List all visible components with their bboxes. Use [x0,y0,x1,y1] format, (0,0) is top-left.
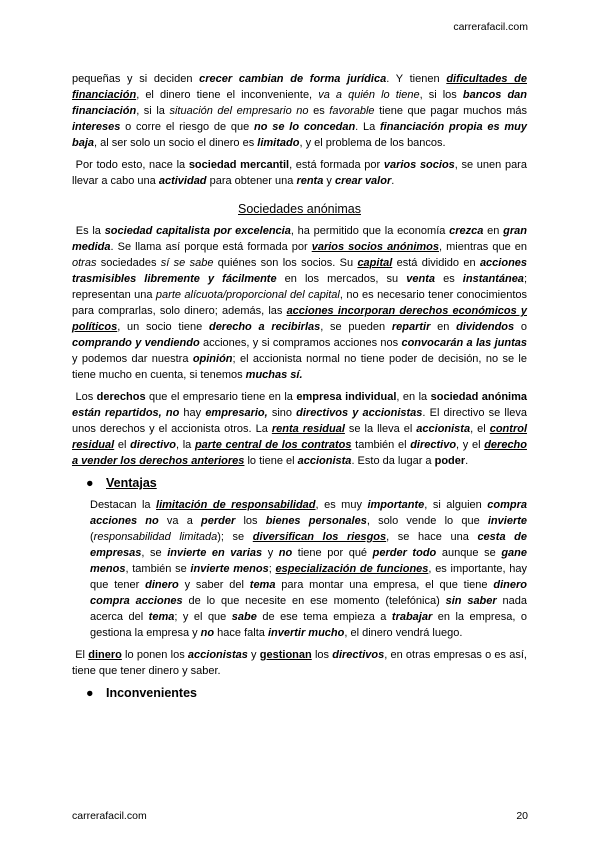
bullet-label: Ventajas [106,476,157,490]
page-number: 20 [516,810,528,822]
section-heading: Sociedades anónimas [238,202,361,216]
header-site: carrerafacil.com [453,21,528,33]
paragraph-sa-definition: Es la sociedad capitalista por excelencia, ha permitido que la economía crezca en gran medida. Se llama así porque está formada por varios socios anónimos, mientras que en otras sociedades sí se sabe quiénes son los socios. Su capital está dividido en acciones trasmisibles libremente y fácilmente en los mercados, su venta es instantánea; representan una parte alícuota/proporcional del capital, no es necesario tener conocimientos para comprarlas, solo dinero; además, las acciones incorporan derechos económicos y políticos, un socio tiene derecho a recibirlas, se pueden repartir en dividendos o comprando y vendiendo acciones, y si compramos acciones nos convocarán a las juntas y podemos dar nuestra opinión; el accionista normal no tiene poder de decisión, no se le tiene mucho en cuenta, si tenemos muchas sí. [72,225,528,381]
bullet-label: Inconvenientes [106,686,197,700]
bullet-dot-icon: ● [86,686,94,700]
page-content [72,71,527,702]
footer-site: carrerafacil.com [72,810,147,822]
paragraph-money: El dinero lo ponen los accionistas y gestionan los directivos, en otras empresas o es así, tiene que tener dinero y saber. [72,649,527,677]
paragraph-mercantile: Por todo esto, nace la sociedad mercantil, está formada por varios socios, se unen para llevar a cabo una actividad para obtener una renta y crear valor. [72,159,527,187]
bullet-ventajas [86,475,527,492]
paragraph-financing: pequeñas y si deciden crecer cambian de forma jurídica. Y tienen dificultades de financiación, el dinero tiene el inconveniente, va a quién lo tiene, si los bancos dan financiación, si la situación del empresario no es favorable tiene que pagar muchos más intereses o corre el riesgo de que no se lo concedan. La financiación propia es muy baja, al ser solo un socio el dinero es limitado, y el problema de los bancos. [72,73,528,149]
bullet-inconvenientes [86,685,527,702]
paragraph-advantages: Destacan la limitación de responsabilidad, es muy importante, si alguien compra acciones no va a perder los bienes personales, solo vende lo que invierte (responsabilidad limitada); se diversifican los riesgos, se hace una cesta de empresas, se invierte en varias y no tiene por qué perder todo aunque se gane menos, también se invierte menos; especialización de funciones, es importante, hay que tener dinero y saber del tema para montar una empresa, el que tiene dinero compra acciones de lo que necesite en ese momento (telefónica) sin saber nada acerca del tema; y el que sabe de ese tema empieza a trabajar en la empresa, o gestiona la empresa y no hace falta invertir mucho, el dinero vendrá luego. [90,499,528,639]
paragraph-rights: Los derechos que el empresario tiene en la empresa individual, en la sociedad anónima están repartidos, no hay empresario, sino directivos y accionistas. El directivo se lleva unos derechos y el accionista otros. La renta residual se la lleva el accionista, el control residual el directivo, la parte central de los contratos también el directivo, y el derecho a vender los derechos anteriores lo tiene el accionista. Esto da lugar a poder. [72,391,527,467]
bullet-dot-icon: ● [86,476,94,490]
